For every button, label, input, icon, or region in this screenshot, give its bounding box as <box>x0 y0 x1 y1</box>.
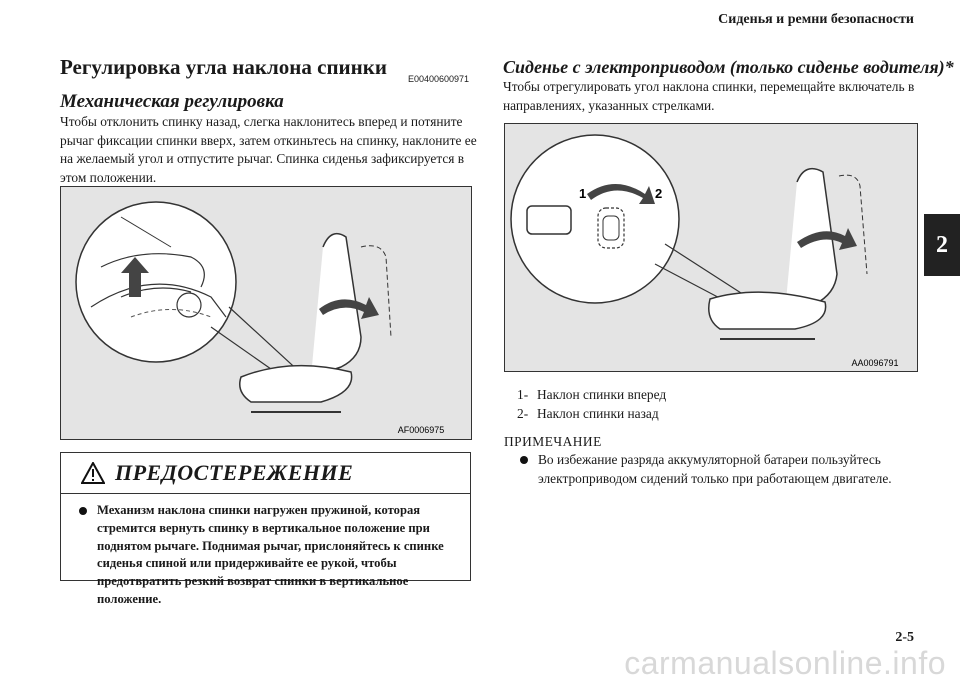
section-tab: 2 <box>924 214 960 276</box>
bullet-icon <box>79 507 87 515</box>
note-bullet <box>506 451 916 488</box>
list-item-text: Наклон спинки назад <box>537 405 659 421</box>
subtitle-mechanical: Механическая регулировка <box>60 91 284 112</box>
header-section-title: Сиденья и ремни безопасности <box>718 12 914 27</box>
label-1: 1 <box>579 186 587 201</box>
note-body <box>506 451 916 488</box>
label-2: 2 <box>655 186 663 201</box>
figure-code-left: AF0006975 <box>397 425 445 435</box>
warning-text: Механизм наклона спинки нагружен пружиной, которая стремится вернуть спинку в вертикальное положение при поднятом рычаге. Поднимая рычаг, прислоняйтесь к спинке сиденья спиной или придерживайте ее рукой, чтобы предотвратить резкий возврат спинки в вертикальное положение. <box>97 503 444 606</box>
legend-list <box>517 386 666 423</box>
paragraph-mechanical: Чтобы отклонить спинку назад, слегка наклонитесь вперед и потяните рычаг фиксации спинки вверх, затем откиньтесь на спинку, наклоните ее на желаемый угол и отпустите рычаг. Спинка сиденья зафиксируется в этом положении. <box>60 114 477 185</box>
note-text: Во избежание разряда аккумуляторной батареи пользуйтесь электроприводом сидений только при работающем двигателе. <box>538 452 892 486</box>
document-code: E00400600971 <box>408 74 470 84</box>
power-seat-title: Сиденье с электроприводом (только сиденье водителя)* <box>503 57 954 77</box>
page-number: 2-5 <box>895 630 914 645</box>
warning-title: ПРЕДОСТЕРЕЖЕНИЕ <box>115 460 354 485</box>
list-item-text: Наклон спинки вперед <box>537 387 667 402</box>
warning-bullet <box>79 502 456 609</box>
list-item <box>517 405 666 424</box>
note-title: ПРИМЕЧАНИЕ <box>504 434 602 449</box>
figure-code-right: AA0096791 <box>851 358 899 368</box>
warning-box <box>60 452 471 606</box>
list-item-number: 2- <box>517 405 529 421</box>
list-item <box>517 386 666 405</box>
list-item-number: 1- <box>517 387 529 402</box>
page-title: Регулировка угла наклона спинки <box>60 55 387 79</box>
warning-body <box>61 494 470 609</box>
warning-triangle-icon <box>81 462 105 484</box>
paragraph-power-seat: Чтобы отрегулировать угол наклона спинки, перемещайте включатель в направлениях, указанных стрелками. <box>503 79 915 113</box>
figure-mechanical-seat <box>60 186 472 440</box>
power-seat-illustration <box>505 124 917 371</box>
bullet-icon <box>520 456 528 464</box>
figure-power-seat <box>504 123 918 372</box>
watermark: carmanualsonline.info <box>624 645 946 681</box>
seat-lever-illustration <box>61 187 471 439</box>
warning-header <box>61 453 470 494</box>
